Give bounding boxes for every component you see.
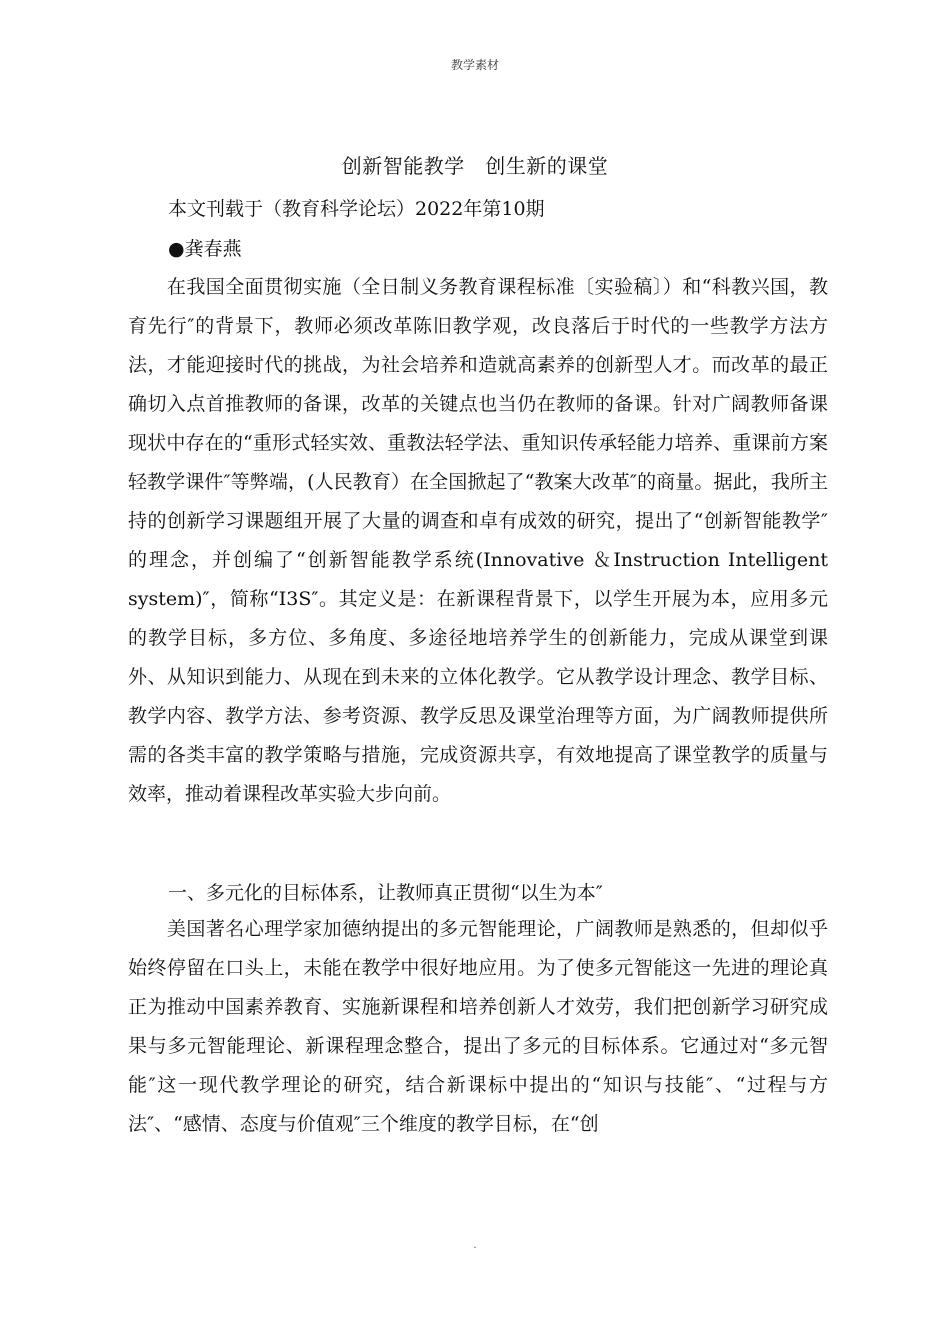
section-heading: 一、多元化的目标体系，让教师真正贯彻“以生为本″ bbox=[168, 882, 603, 904]
paragraph-section1-text: 美国著名心理学家加德纳提出的多元智能理论，广阔教师是熟悉的，但却似乎始终停留在口头上，未能在教学中很好地应用。为了使多元智能这一先进的理论真正为推动中国素养教育、实施新课程和培养创新人才效劳，我们把创新学习研究成果与多元智能理论、新课程理念整合，提出了多元的目标体系。它通过对“多元智能″这一现代教学理论的研究，结合新课标中提出的“知识与技能″、“过程与方法″、“感情、态度与价值观″三个维度的教学目标，在“创 bbox=[128, 918, 828, 1135]
footer-mark: . bbox=[473, 1240, 477, 1251]
paragraph-intro bbox=[128, 268, 828, 814]
article-title: 创新智能教学 创生新的课堂 bbox=[341, 154, 609, 178]
article-source: 本文刊载于（教育科学论坛）2022年第10期 bbox=[168, 198, 545, 220]
paragraph-section1 bbox=[128, 910, 828, 1144]
paragraph-intro-text: 在我国全面贯彻实施（全日制义务教育课程标准〔实验稿〕）和“科教兴国，教育先行″的背景下，教师必须改革陈旧教学观，改良落后于时代的一些教学方法方法，才能迎接时代的挑战，为社会培养和造就高素养的创新型人才。而改革的最正确切入点首推教师的备课，改革的关键点也当仍在教师的备课。针对广阔教师备课现状中存在的“重形式轻实效、重教法轻学法、重知识传承轻能力培养、重课前方案轻教学课件″等弊端，(人民教育）在全国掀起了“教案大改革″的商量。据此，我所主持的创新学习课题组开展了大量的调查和卓有成效的研究，提出了“创新智能教学″的理念，并创编了“创新智能教学系统(Innovative ＆Instruction Intelligent system)″，简称“I3S″。其定义是：在新课程背景下，以学生开展为本，应用多元的教学目标，多方位、多角度、多途径地培养学生的创新能力，完成从课堂到课外、从知识到能力、从现在到未来的立体化教学。它从教学设计理念、教学目标、教学内容、教学方法、参考资源、教学反思及课堂治理等方面，为广阔教师提供所需的各类丰富的教学策略与措施，完成资源共享，有效地提高了课堂教学的质量与效率，推动着课程改革实验大步向前。 bbox=[128, 276, 828, 805]
article-author: ●龚春燕 bbox=[168, 238, 242, 260]
page-header-label: 教学素材 bbox=[450, 58, 499, 72]
